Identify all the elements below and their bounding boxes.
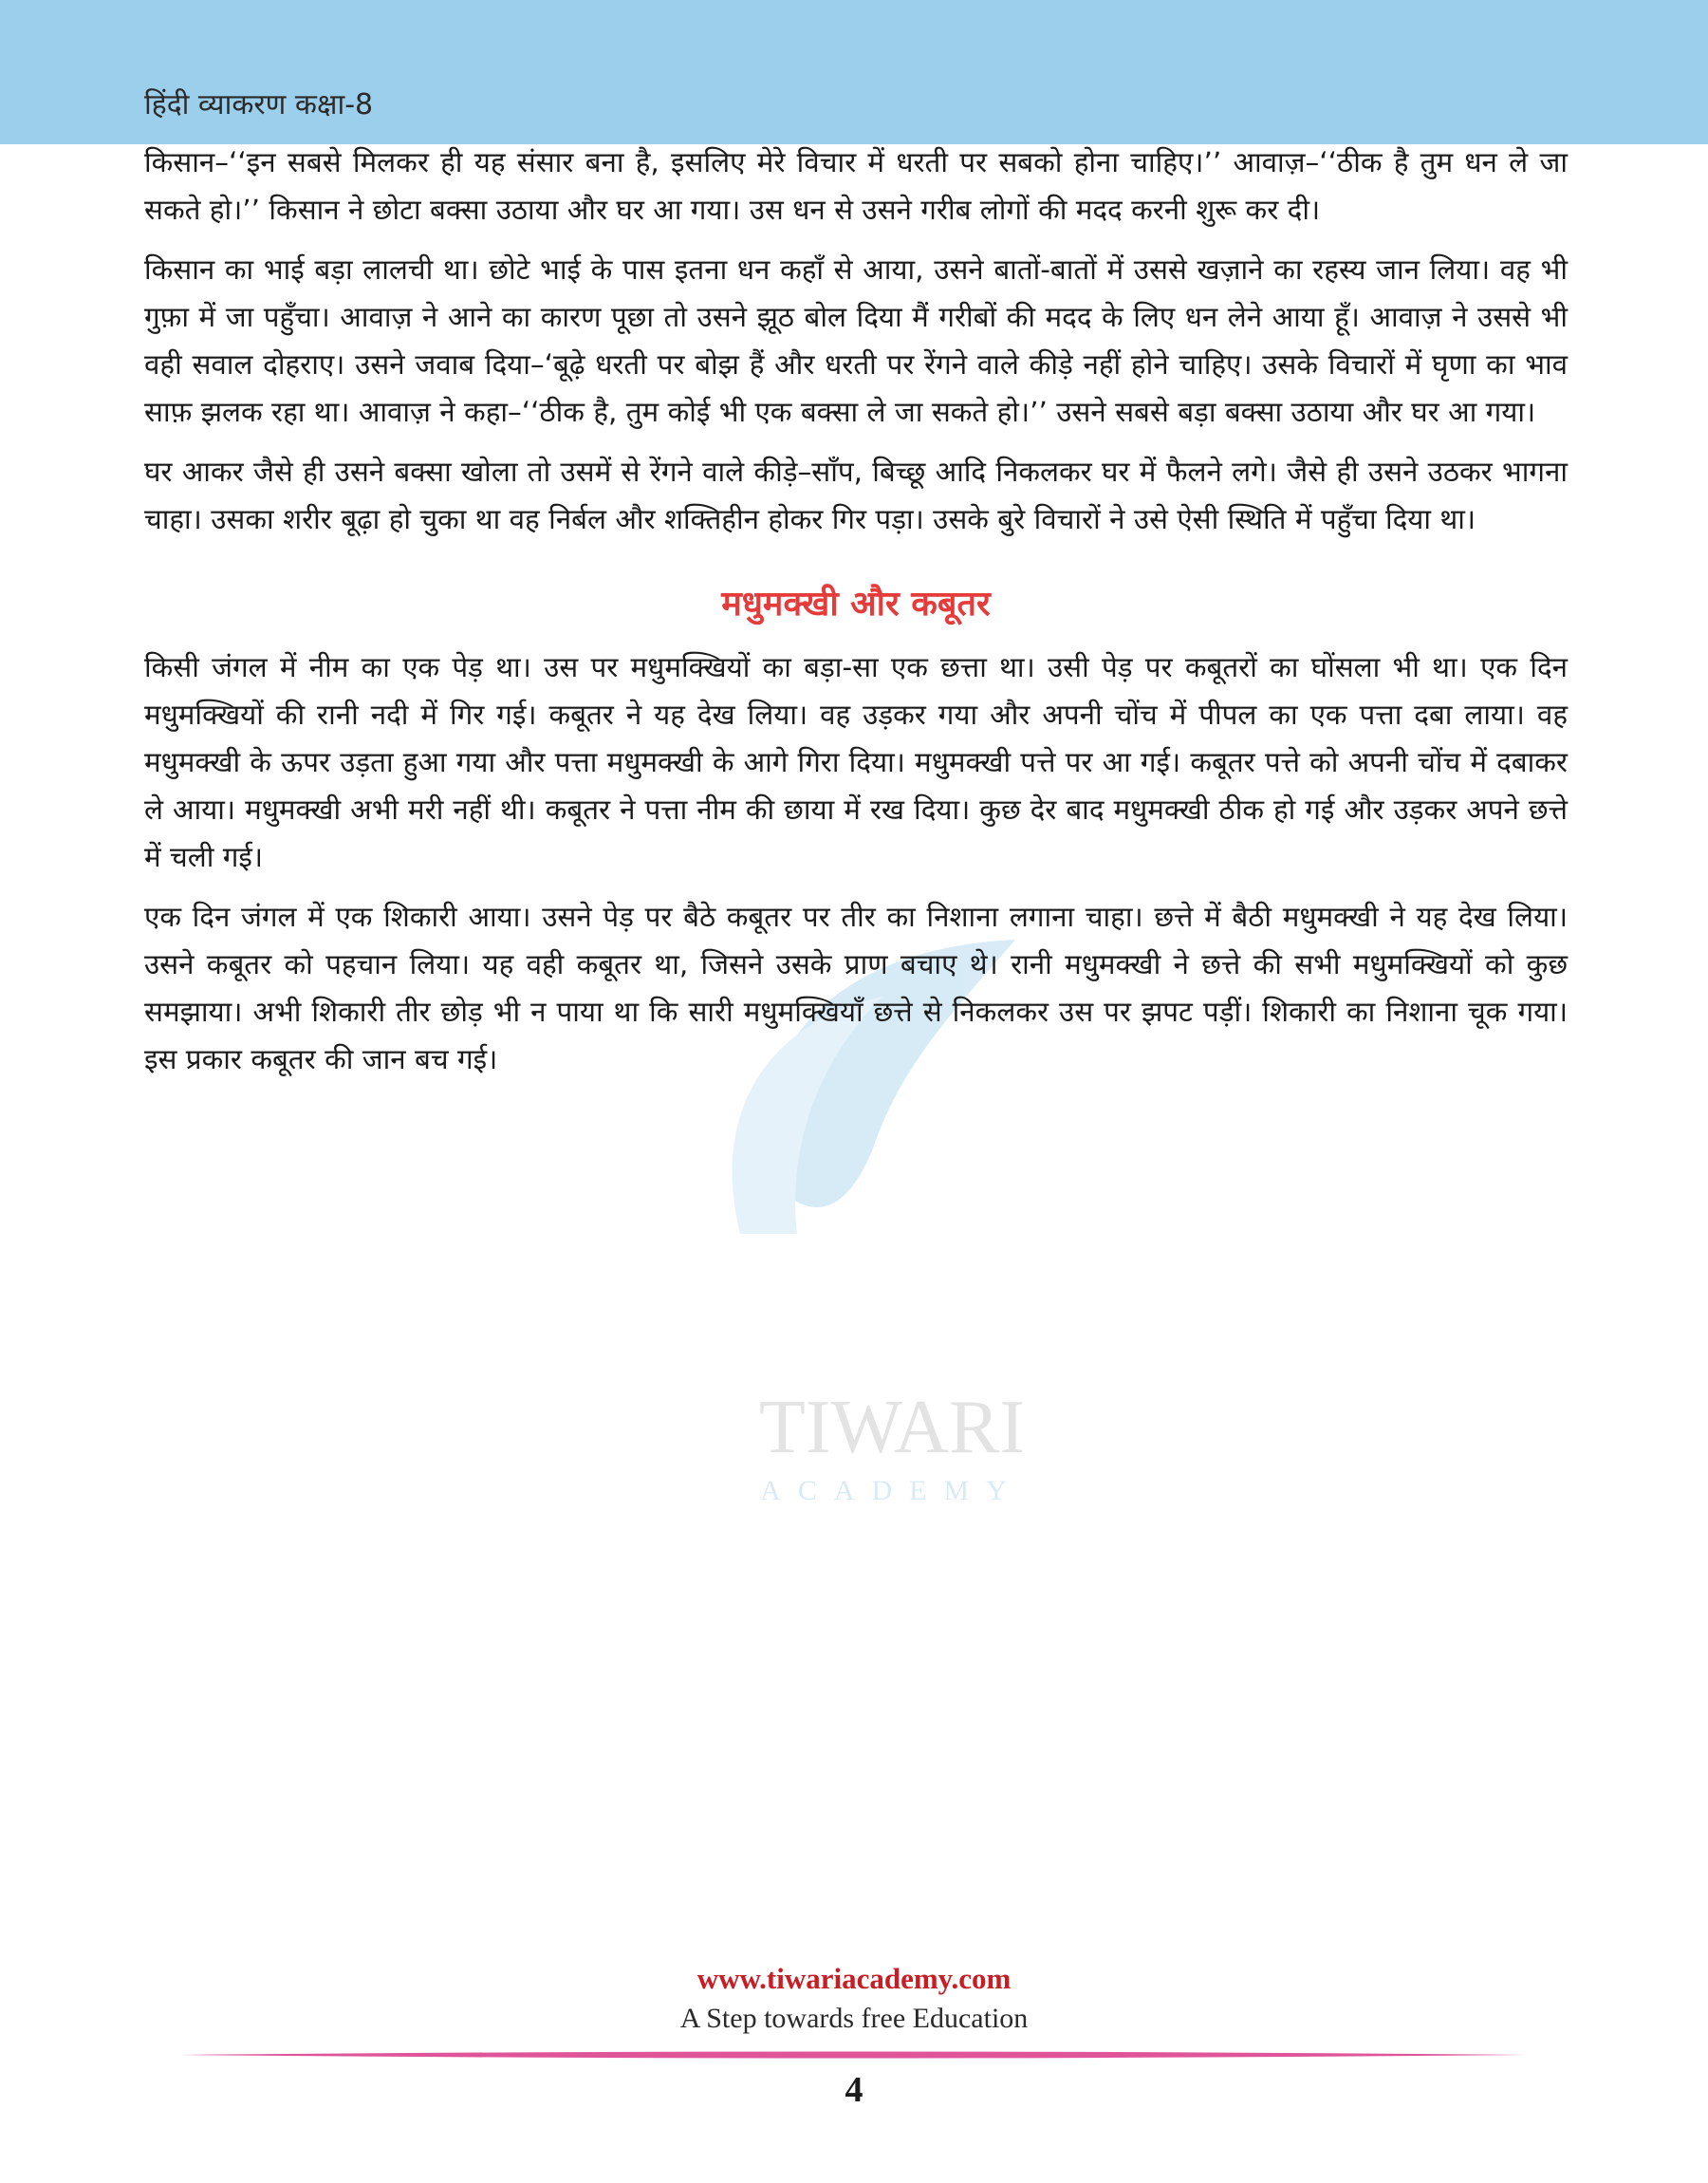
story-paragraph: किसान–‘‘इन सबसे मिलकर ही यह संसार बना है, इसलिए मेरे विचार में धरती पर सबको होना चाहिए।’’ आवाज़–‘‘ठीक है तुम धन ले जा सकते हो।’’ किसान ने छोटा बक्सा उठाया और घर आ गया। उस धन से उसने गरीब लोगों की मदद करनी शुरू कर दी। — [144, 146, 1568, 226]
footer-divider — [180, 2050, 1528, 2060]
watermark-sub: ACADEMY — [760, 1475, 1024, 1506]
watermark-name: TIWARI — [759, 1386, 1025, 1469]
story-paragraph: घर आकर जैसे ही उसने बक्सा खोला तो उसमें से रेंगने वाले कीड़े–साँप, बिच्छू आदि निकलकर घर में फैलने लगे। जैसे ही उसने उठकर भागना चाहा। उसका शरीर बूढ़ा हो चुका था वह निर्बल और शक्तिहीन होकर गिर पड़ा। उसके बुरे विचारों ने उसे ऐसी स्थिति में पहुँचा दिया था। — [144, 456, 1568, 535]
story-paragraph: एक दिन जंगल में एक शिकारी आया। उसने पेड़ पर बैठे कबूतर पर तीर का निशाना लगाना चाहा। छत्ते में बैठी मधुमक्खी ने यह देख लिया। उसने कबूतर को पहचान लिया। यह वही कबूतर था, जिसने उसके प्राण बचाए थे। रानी मधुमक्खी ने छत्ते की सभी मधुमक्खियों को कुछ समझाया। अभी शिकारी तीर छोड़ भी न पाया था कि सारी मधुमक्खियाँ छत्ते से निकलकर उस पर झपट पड़ीं। शिकारी का निशाना चूक गया। इस प्रकार कबूतर की जान बच गई। — [144, 901, 1568, 1075]
footer-tagline: A Step towards free Education — [679, 2003, 1029, 2034]
story-paragraph: किसान का भाई बड़ा लालची था। छोटे भाई के पास इतना धन कहाँ से आया, उसने बातों-बातों में उससे खज़ाने का रहस्य जान लिया। वह भी गुफ़ा में जा पहुँचा। आवाज़ ने आने का कारण पूछा तो उसने झूठ बोल दिया मैं गरीबों की मदद के लिए धन लेने आया हूँ। आवाज़ ने उससे भी वही सवाल दोहराए। उसने जवाब दिया–‘बूढ़े धरती पर बोझ हैं और धरती पर रेंगने वाले कीड़े नहीं होने चाहिए। उसके विचारों में घृणा का भाव साफ़ झलक रहा था। आवाज़ ने कहा–‘‘ठीक है, तुम कोई भी एक बक्सा ले जा सकते हो।’’ उसने सबसे बड़ा बक्सा उठाया और घर आ गया। — [144, 253, 1568, 428]
running-head: हिंदी व्याकरण कक्षा-8 — [144, 88, 374, 121]
story-paragraph: किसी जंगल में नीम का एक पेड़ था। उस पर मधुमक्खियों का बड़ा-सा एक छत्ता था। उसी पेड़ पर कबूतरों का घोंसला भी था। एक दिन मधुमक्खियों की रानी नदी में गिर गई। कबूतर ने यह देख लिया। वह उड़कर गया और अपनी चोंच में पीपल का एक पत्ता दबा लाया। वह मधुमक्खी के ऊपर उड़ता हुआ गया और पत्ता मधुमक्खी के आगे गिरा दिया। मधुमक्खी पत्ते पर आ गई। कबूतर पत्ते को अपनी चोंच में दबाकर ले आया। मधुमक्खी अभी मरी नहीं थी। कबूतर ने पत्ता नीम की छाया में रख दिया। कुछ देर बाद मधुमक्खी ठीक हो गई और उड़कर अपने छत्ते में चली गई। — [144, 651, 1568, 873]
footer-website-link[interactable]: www.tiwariacademy.com — [696, 1962, 1012, 1995]
page-number: 4 — [845, 2070, 863, 2110]
page-content — [144, 139, 1568, 1095]
story-title: मधुमक्खी और कबूतर — [721, 585, 991, 624]
header-band — [0, 0, 1708, 144]
